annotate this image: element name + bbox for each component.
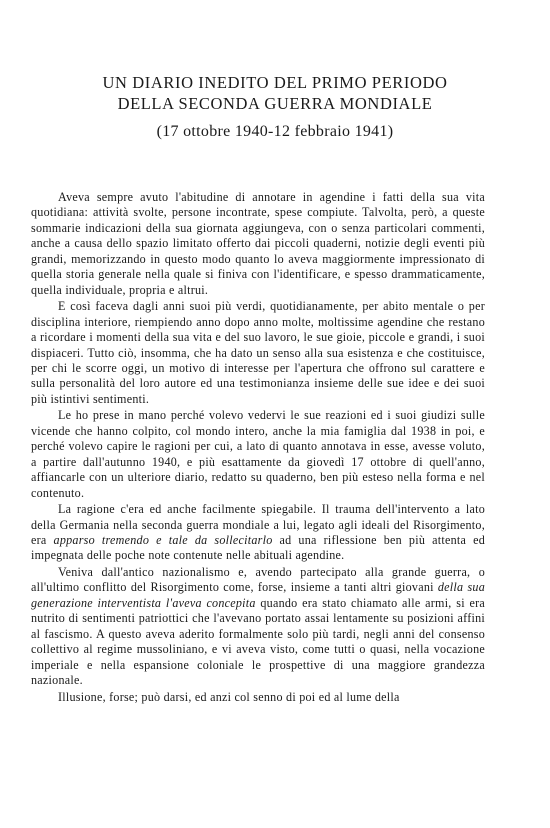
paragraph-4 [31, 502, 485, 564]
title-block [0, 72, 550, 142]
paragraph-4-text-end: ad una riflessione ben più attenta ed impegnata delle poche note contenute nelle abituali agendine. [31, 532, 485, 563]
paragraph-5-text-start: Veniva dall'antico nazionalismo e, avendo partecipato alla grande guerra, o all'ultimo conflitto del Risorgimento come, forse, insieme a tanti altri giovani [31, 564, 485, 595]
paragraph-2: E così faceva dagli anni suoi più verdi, quotidianamente, per abito mentale o per disciplina interiore, riempiendo anno dopo anno molte, moltissime agendine che restano a ricordare i momenti della sua vita e del suo lavoro, le sue gioie, piccole e grandi, i suoi dispiaceri. Tutto ciò, insomma, che ha dato un senso alla sua esistenza e che costituisce, per chi le scorre oggi, un motivo di interesse per l'apertura che offrono sul carattere e sulla personalità del loro autore ed una testimonianza insieme delle sue idee e dei suoi più istintivi sentimenti. [31, 299, 485, 406]
paragraph-4-italic-text: apparso tremendo e tale da sollecitarlo [53, 532, 273, 547]
paragraph-5-italic-text: della sua generazione interventista l'aveva concepita [31, 580, 485, 610]
title-line-1: UN DIARIO INEDITO DEL PRIMO PERIODO [102, 73, 448, 92]
paragraph-5-text-end: quando era stato chiamato alle armi, si era nutrito di sentimenti patriottici che l'avevano portato assai lentamente su posizioni affini al fascismo. A questo aveva aderito formalmente solo più tardi, negli anni del consenso collettivo al regime mussoliniano, e vi aveva visto, come tutti o quasi, nella vocazione imperiale e nella espansione coloniale le prospettive di una maggiore grandezza nazionale. [31, 595, 485, 688]
paragraph-6: Illusione, forse; può darsi, ed anzi col senno di poi ed al lume della [58, 689, 400, 704]
paragraph-5 [31, 565, 485, 689]
paragraph-1: Aveva sempre avuto l'abitudine di annotare in agendine i fatti della sua vita quotidiana: attività svolte, persone incontrate, spese compiute. Talvolta, però, a queste sommarie indicazioni della sua giornata aggiungeva, con o senza particolari commenti, anche a causa dello spazio limitato offerto dai piccoli quaderni, notizie degli eventi più grandi, memorizzando in questo modo quanto lo aveva maggiormente impressionato di quella storia generale nella quale si finiva con l'identificare, e spesso drammaticamente, quella individuale, propria e altrui. [31, 190, 485, 297]
paragraph-3: Le ho prese in mano perché volevo vedervi le sue reazioni ed i suoi giudizi sulle vicende che hanno colpito, col mondo intero, anche la mia famiglia dal 1938 in poi, e perché volevo capire le ragioni per cui, a lato di quanto annotava in esse, avesse voluto, a partire dall'autunno 1940, e più esattamente da giovedì 17 ottobre di quell'anno, affiancarle con un ulteriore diario, redatto su quaderno, ben più esteso nella forma e nel contenuto. [31, 408, 485, 500]
paragraph-4-text-start: La ragione c'era ed anche facilmente spiegabile. Il trauma dell'intervento a lato della Germania nella seconda guerra mondiale a lui, legato agli ideali del Risorgimento, era [31, 502, 485, 547]
date-range-subtitle: (17 ottobre 1940-12 febbraio 1941) [156, 123, 394, 140]
title-line-2: DELLA SECONDA GUERRA MONDIALE [117, 94, 433, 113]
body-text [31, 190, 485, 705]
